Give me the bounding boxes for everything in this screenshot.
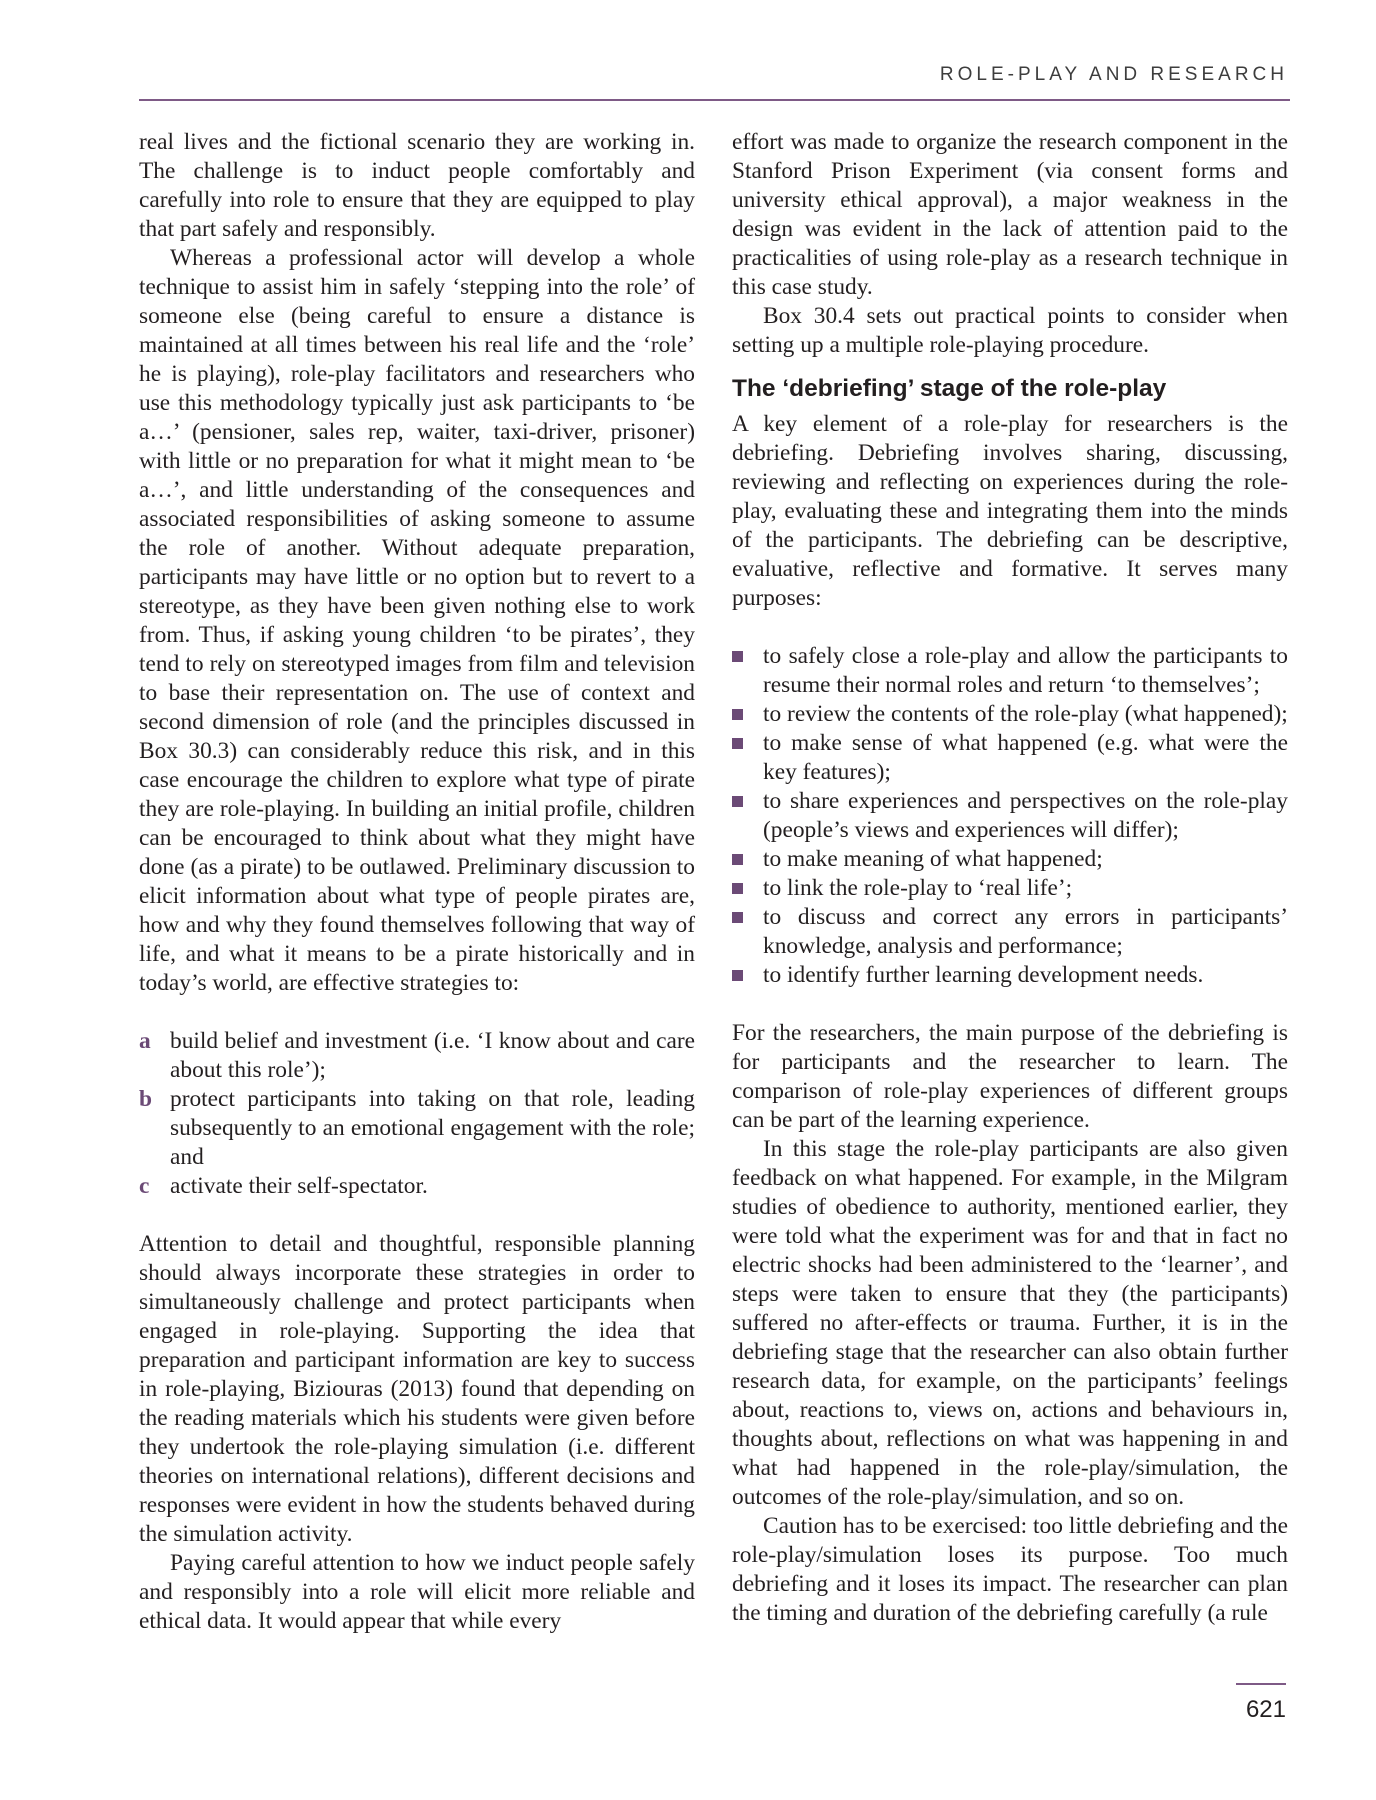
list-item-text: build belief and investment (i.e. ‘I know about and care about this role’); (170, 1028, 695, 1083)
paragraph: Caution has to be exercised: too little debriefing and the role-play/simulation loses its purpose. Too much debriefing and it loses its impact. The researcher can plan the timing and duration of the debriefing carefully (a rule (732, 1513, 1288, 1626)
left-column (139, 128, 695, 1636)
square-bullet-icon (732, 709, 743, 720)
list-letter: a (139, 1028, 151, 1054)
running-head: ROLE-PLAY AND RESEARCH (939, 64, 1288, 85)
list-item (732, 845, 1288, 874)
square-bullet-icon (732, 883, 743, 894)
square-bullet-icon (732, 651, 743, 662)
list-item (732, 961, 1288, 990)
paragraph: Whereas a professional actor will develop a whole technique to assist him in safely ‘stepping into the role’ of someone else (being careful to ensure a distance is maintained at all times between his real life and the ‘role’ he is playing), role-play facilitators and researchers who use this methodology typically just ask participants to ‘be a…’ (pensioner, sales rep, waiter, taxi-driver, prisoner) with little or no preparation for what it might mean to ‘be a…’, and little understanding of the consequences and associated responsibilities of asking someone to assume the role of another. Without adequate preparation, participants may have little or no option but to revert to a stereotype, as they have been given nothing else to work from. Thus, if asking young children ‘to be pirates’, they tend to rely on stereotyped images from film and television to base their representation on. The use of context and second dimension of role (and the principles discussed in Box 30.3) can considerably reduce this risk, and in this case encourage the children to explore what type of pirate they are role-playing. In building an initial profile, children can be encouraged to think about what they might have done (as a pirate) to be outlawed. Preliminary discussion to elicit information about what type of people pirates are, how and why they found themselves following that way of life, and what it means to be a pirate historically and in today’s world, are effective strategies to: (139, 245, 695, 996)
list-item (139, 1172, 695, 1201)
list-item (732, 903, 1288, 961)
list-item (732, 874, 1288, 903)
list-item-text: protect participants into taking on that role, leading subsequently to an emotional engagement with the role; and (170, 1086, 695, 1170)
list-item-text: to review the contents of the role-play (what happened); (763, 701, 1288, 727)
list-item-text: to share experiences and perspectives on the role-play (people’s views and experiences will differ); (763, 788, 1288, 843)
list-item-text: to discuss and correct any errors in participants’ knowledge, analysis and performance; (763, 904, 1288, 959)
list-item-text: to make meaning of what happened; (763, 846, 1103, 872)
header-rule (139, 99, 1290, 101)
bullet-list (732, 642, 1288, 990)
list-item (139, 1027, 695, 1085)
list-letter: c (139, 1173, 150, 1199)
paragraph: real lives and the fictional scenario they are working in. The challenge is to induct people comfortably and carefully into role to ensure that they are equipped to play that part safely and responsibly. (139, 129, 695, 242)
list-item-text: to identify further learning development needs. (763, 962, 1204, 988)
section-heading: The ‘debriefing’ stage of the role-play (732, 375, 1167, 402)
paragraph: In this stage the role-play participants are also given feedback on what happened. For example, in the Milgram studies of obedience to authority, mentioned earlier, they were told what the experiment was for and that in fact no electric shocks had been administered to the ‘learner’, and steps were taken to ensure that they (the participants) suffered no after-effects or trauma. Further, it is in the debriefing stage that the researcher can also obtain further research data, for example, on the participants’ feelings about, reactions to, views on, actions and behaviours in, thoughts about, reflections on what was happening in and what had happened in the role-play/simulation, the outcomes of the role-play/simulation, and so on. (732, 1136, 1288, 1510)
square-bullet-icon (732, 796, 743, 807)
list-item-text: to link the role-play to ‘real life’; (763, 875, 1073, 901)
square-bullet-icon (732, 854, 743, 865)
list-item (139, 1085, 695, 1172)
list-item (732, 642, 1288, 700)
list-letter: b (139, 1086, 153, 1112)
lettered-list (139, 1027, 695, 1201)
paragraph: A key element of a role-play for researchers is the debriefing. Debriefing involves sharing, discussing, reviewing and reflecting on experiences during the role-play, evaluating these and integrating them into the minds of the participants. The debriefing can be descriptive, evaluative, reflective and formative. It serves many purposes: (732, 411, 1288, 611)
page-number: 621 (1245, 1696, 1286, 1723)
square-bullet-icon (732, 912, 743, 923)
list-item (732, 787, 1288, 845)
paragraph: For the researchers, the main purpose of the debriefing is for participants and the researcher to learn. The comparison of role-play experiences of different groups can be part of the learning experience. (732, 1020, 1288, 1133)
right-column (732, 128, 1288, 1628)
list-item (732, 700, 1288, 729)
square-bullet-icon (732, 738, 743, 749)
list-item (732, 729, 1288, 787)
paragraph: Attention to detail and thoughtful, responsible planning should always incorporate these strategies in order to simultaneously challenge and protect participants when engaged in role-playing. Supporting the idea that preparation and participant information are key to success in role-playing, Biziouras (2013) found that depending on the reading materials which his students were given before they undertook the role-playing simulation (i.e. different theories on international relations), different decisions and responses were evident in how the students behaved during the simulation activity. (139, 1231, 695, 1547)
list-item-text: to make sense of what happened (e.g. what were the key features); (763, 730, 1288, 785)
paragraph: Paying careful attention to how we induct people safely and responsibly into a role will elicit more reliable and ethical data. It would appear that while every (139, 1550, 695, 1634)
paragraph: effort was made to organize the research component in the Stanford Prison Experiment (via consent forms and university ethical approval), a major weakness in the design was evident in the lack of attention paid to the practicalities of using role-play as a research technique in this case study. (732, 129, 1288, 300)
list-item-text: activate their self-spectator. (170, 1173, 428, 1199)
footer-rule (1236, 1683, 1286, 1685)
paragraph: Box 30.4 sets out practical points to consider when setting up a multiple role-playing procedure. (732, 303, 1288, 358)
square-bullet-icon (732, 970, 743, 981)
list-item-text: to safely close a role-play and allow the participants to resume their normal roles and return ‘to themselves’; (763, 643, 1288, 698)
